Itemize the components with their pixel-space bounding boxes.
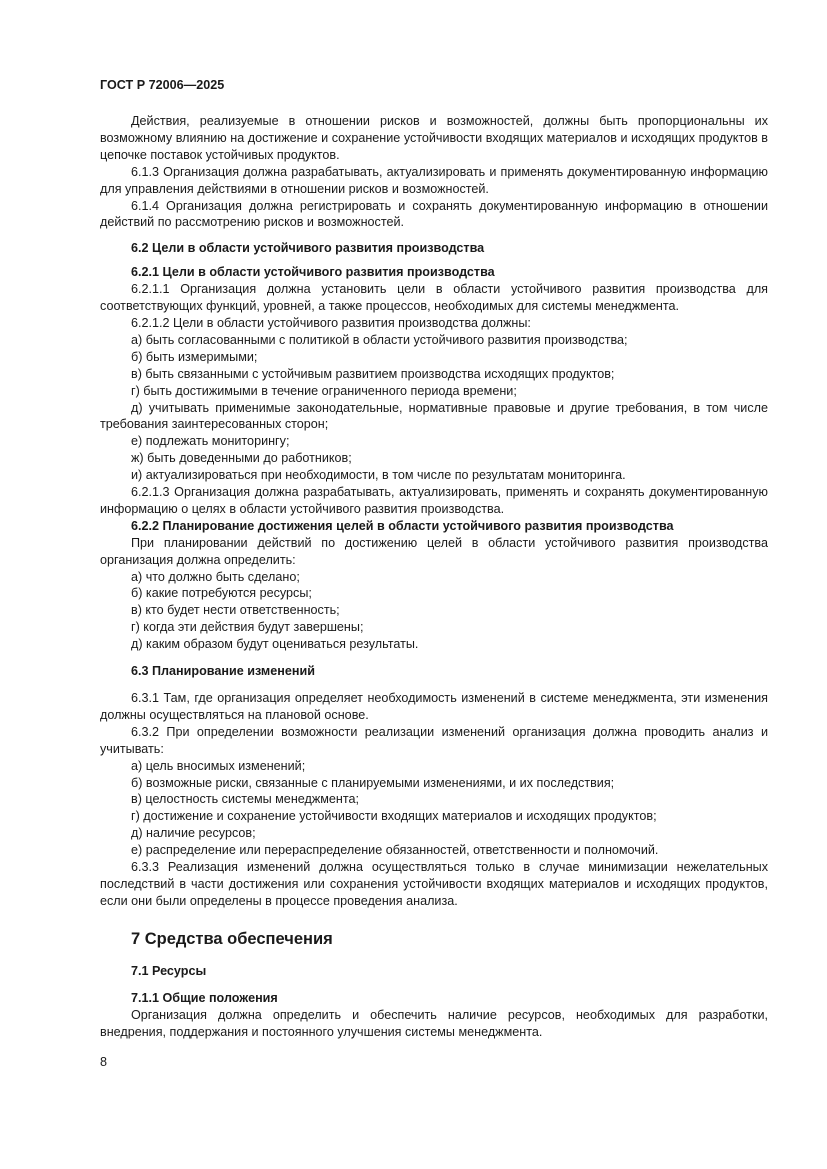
list-item: в) быть связанными с устойчивым развитием производства исходящих продуктов; <box>131 366 615 381</box>
list-item: в) целостность системы менеджмента; <box>131 792 360 807</box>
page-body <box>100 113 768 1040</box>
paragraph-6-3-2: 6.3.2 При определении возможности реализации изменений организация должна проводить анализ и учитывать: <box>100 724 768 756</box>
paragraph-6-1-4: 6.1.4 Организация должна регистрировать и сохранять документированную информацию в отношении действий по рассмотрению рисков и возможностей. <box>100 198 768 230</box>
document-header: ГОСТ Р 72006—2025 <box>100 78 225 92</box>
list-item: ж) быть доведенными до работников; <box>131 451 352 466</box>
section-heading-6-3: 6.3 Планирование изменений <box>131 664 315 679</box>
subsection-heading-7-1-1: 7.1.1 Общие положения <box>131 990 278 1005</box>
paragraph-7-1-1: Организация должна определить и обеспечить наличие ресурсов, необходимых для разработки, внедрения, поддержания и постоянного улучшения системы менеджмента. <box>100 1007 768 1039</box>
paragraph-6-2-1-3: 6.2.1.3 Организация должна разрабатывать, актуализировать, применять и сохранять документированную информацию о целях в области устойчивого развития производства. <box>100 485 768 516</box>
list-item: г) когда эти действия будут завершены; <box>131 620 364 635</box>
list-item: и) актуализироваться при необходимости, в том числе по результатам мониторинга. <box>131 468 626 483</box>
list-item: е) распределение или перераспределение обязанностей, ответственности и полномочий. <box>131 843 659 858</box>
list-item: б) какие потребуются ресурсы; <box>131 586 312 601</box>
paragraph-actions: Действия, реализуемые в отношении рисков и возможностей, должны быть пропорциональны их возможному влиянию на достижение и сохранение устойчивости входящих материалов и исходящих продуктов в цепочке поставок устойчивых продуктов. <box>100 114 768 162</box>
list-item: в) кто будет нести ответственность; <box>131 603 340 618</box>
list-item: д) наличие ресурсов; <box>131 826 256 841</box>
list-item: д) учитывать применимые законодательные, нормативные правовые и другие требования, в том числе требования заинтересованных сторон; <box>100 400 768 432</box>
list-item: е) подлежать мониторингу; <box>131 434 290 449</box>
list-item: г) достижение и сохранение устойчивости входящих материалов и исходящих продуктов; <box>131 809 657 824</box>
page-number: 8 <box>100 1055 108 1069</box>
paragraph-6-1-3: 6.1.3 Организация должна разрабатывать, актуализировать и применять документированную информацию для управления действиями в отношении рисков и возможностей. <box>100 164 768 196</box>
list-item: д) каким образом будут оцениваться результаты. <box>131 637 419 652</box>
paragraph-6-2-1-1: 6.2.1.1 Организация должна установить цели в области устойчивого развития производства для соответствующих функций, уровней, а также процессов, необходимых для системы менеджмента. <box>100 282 768 314</box>
list-item: г) быть достижимыми в течение ограниченного периода времени; <box>131 383 517 398</box>
subsection-heading-6-2-2: 6.2.2 Планирование достижения целей в области устойчивого развития производства <box>131 518 674 533</box>
list-item: а) что должно быть сделано; <box>131 569 300 584</box>
list-item: а) цель вносимых изменений; <box>131 758 306 773</box>
paragraph-6-2-2-intro: При планировании действий по достижению целей в области устойчивого развития производства организация должна определить: <box>100 535 768 567</box>
list-item: б) возможные риски, связанные с планируемыми изменениями, и их последствия; <box>131 775 615 790</box>
paragraph-6-2-1-2: 6.2.1.2 Цели в области устойчивого развития производства должны: <box>131 315 531 330</box>
paragraph-6-3-1: 6.3.1 Там, где организация определяет необходимость изменений в системе менеджмента, эти изменения должны осуществляться на плановой основе. <box>100 691 768 722</box>
list-item: а) быть согласованными с политикой в области устойчивого развития производства; <box>131 332 628 347</box>
chapter-heading-7: 7 Средства обеспечения <box>131 929 333 948</box>
section-heading-6-2: 6.2 Цели в области устойчивого развития производства <box>131 241 485 256</box>
subsection-heading-6-2-1: 6.2.1 Цели в области устойчивого развития производства <box>131 265 495 280</box>
section-heading-7-1: 7.1 Ресурсы <box>131 963 207 978</box>
list-item: б) быть измеримыми; <box>131 349 258 364</box>
paragraph-6-3-3: 6.3.3 Реализация изменений должна осуществляться только в случае минимизации нежелательных последствий в части достижения или сохранения устойчивости входящих материалов и исходящих продуктов, если они были определены в процессе проведения анализа. <box>100 860 768 908</box>
